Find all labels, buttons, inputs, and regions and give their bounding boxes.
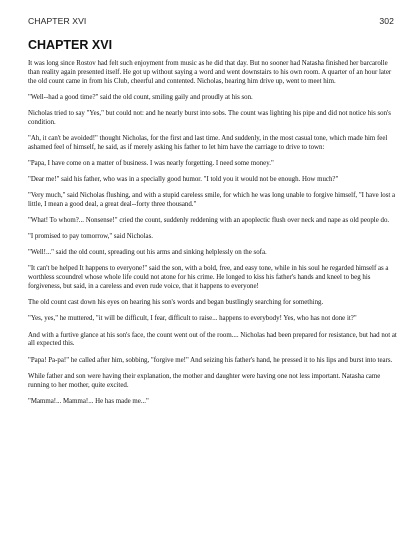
paragraph: "Ah, it can't be avoided!" thought Nicholas, for the first and last time. And suddenly, in the most casual tone, which made him feel ashamed feel of himself, he said, as if merely asking his father to let him have the carriage to drive to town: bbox=[28, 135, 388, 151]
paragraph: And with a furtive glance at his son's face, the count went out of the room.... Nicholas had been prepared for resistance, but had not at all expected this. bbox=[28, 331, 397, 348]
paragraph: It was long since Rostov had felt such enjoyment from music as he did that day. But no sooner had Natasha finished her barcarolle than reality again presented itself. He got up without saying a word and went downstairs to his own room. A quarter of an hour later the old count came in from his Club, cheerful and contented. Nicholas, hearing him drive up, went to meet him. bbox=[28, 60, 392, 85]
paragraph: Nicholas tried to say "Yes," but could not: and he nearly burst into sobs. The count was lighting his pipe and did not notice his son's condition. bbox=[28, 110, 391, 126]
paragraph: "Very much," said Nicholas flushing, and with a stupid careless smile, for which he was long unable to forgive himself, "I have lost a little, I mean a good deal, a great deal--forty three thousand." bbox=[28, 192, 396, 209]
running-header bbox=[28, 16, 394, 26]
paragraph: "I promised to pay tomorrow," said Nicholas. bbox=[28, 233, 153, 241]
paragraph: "Well--had a good time?" said the old count, smiling gaily and proudly at his son. bbox=[28, 93, 253, 101]
paragraph: "Papa! Pa-pa!" he called after him, sobbing, "forgive me!" And seizing his father's hand, he pressed it to his lips and burst into tears. bbox=[28, 356, 393, 364]
page-number: 302 bbox=[379, 16, 394, 26]
paragraph: The old count cast down his eyes on hearing his son's words and began bustlingly searching for something. bbox=[28, 299, 324, 307]
chapter-title: CHAPTER XVI bbox=[28, 38, 113, 52]
paragraph: "Dear me!" said his father, who was in a specially good humor. "I told you it would not be enough. How much?" bbox=[28, 176, 339, 184]
paragraph: "What! To whom?... Nonsense!" cried the count, suddenly reddening with an apoplectic flush over neck and nape as old people do. bbox=[28, 217, 390, 225]
paragraph: "Yes, yes," he muttered, "it will be difficult, I fear, difficult to raise... happens to everybody! Yes, who has not done it?" bbox=[28, 315, 357, 323]
paragraph: "It can't be helped It happens to everyone!" said the son, with a bold, free, and easy tone, while in his soul he regarded himself as a worthless scoundrel whose whole life could not atone for his crime. He longed to kiss his father's hands and kneel to beg his forgiveness, but said, in a careless and even rude voice, that it happens to everyone! bbox=[28, 265, 389, 291]
paragraph: "Mamma!... Mamma!... He has made me..." bbox=[28, 397, 149, 405]
running-title: CHAPTER XVI bbox=[28, 16, 87, 26]
paragraph: While father and son were having their explanation, the mother and daughter were having one not less important. Natasha came running to her mother, quite excited. bbox=[28, 372, 381, 389]
paragraph: "Well!..." said the old count, spreading out his arms and sinking helplessly on the sofa. bbox=[28, 249, 267, 257]
paragraph: "Papa, I have come on a matter of business. I was nearly forgetting. I need some money." bbox=[28, 160, 274, 167]
body-text bbox=[28, 60, 400, 414]
